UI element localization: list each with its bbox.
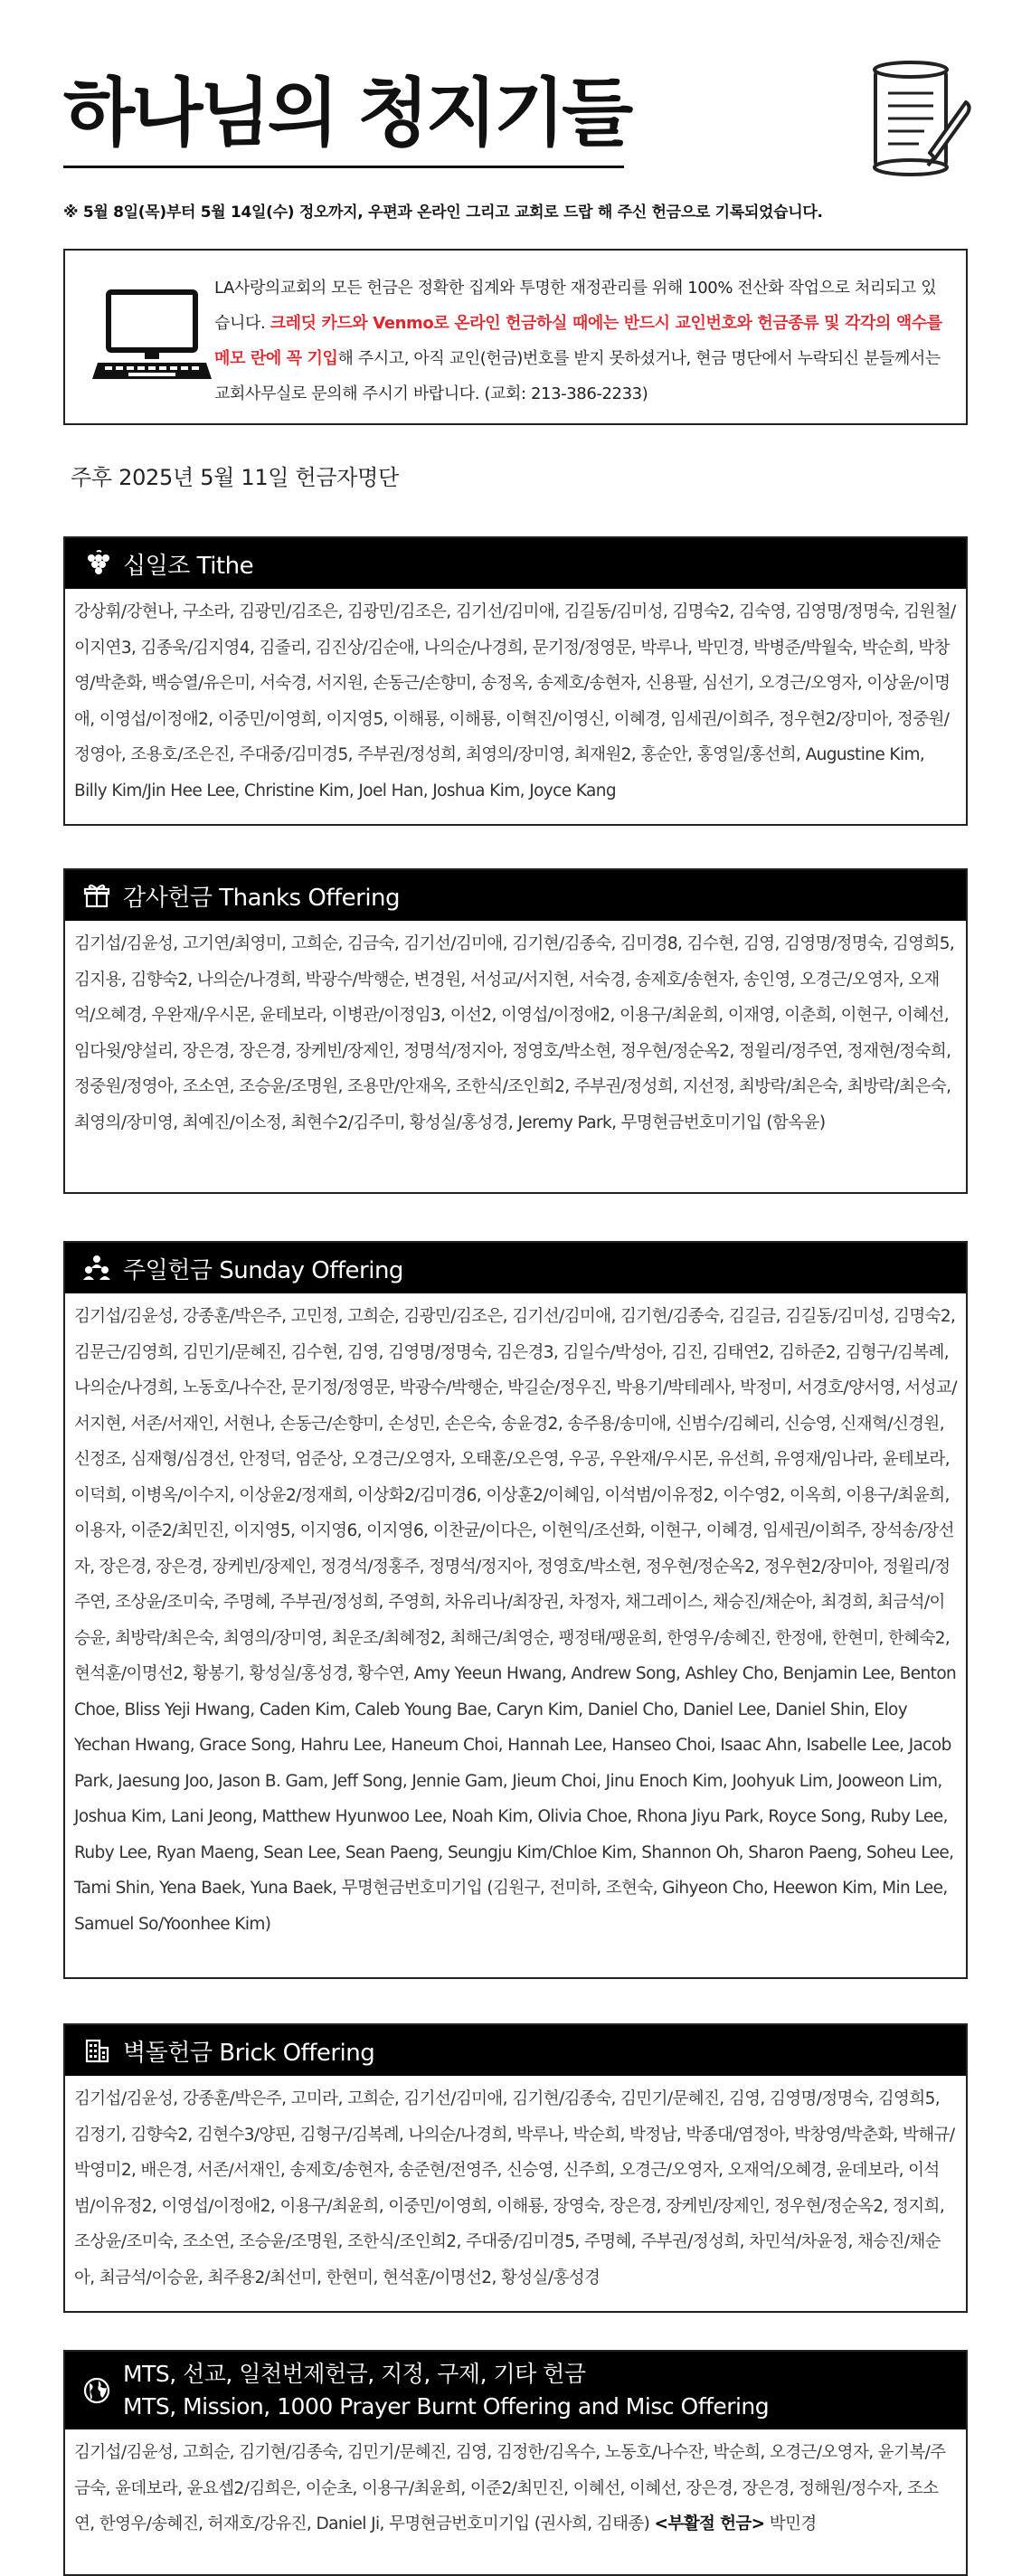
sunday-title: 주일헌금 Sunday Offering — [123, 1256, 403, 1284]
brick-names: 김기섭/김윤성, 강종훈/박은주, 고미라, 고희순, 김기선/김미애, 김기현/김종숙, 김민기/문혜진, 김영, 김영명/정명숙, 김영희5, 김정기, 김향숙2, 김현수3/양핀, 김형구/김복례, 나의순/나경희, 박루나, 박순희, 박정남, 박종대/염정아, 박창영/박춘화, 박해규/박영미2, 배은경, 서존/서재인, 송제호/송현자, 송준현/전영주, 신승영, 신주희, 오경근/오영자, 오재억/오혜경, 윤데보라, 이석범/이유정2, 이영섭/이정애2, 이용구/최윤희, 이중민/이영희, 이해룡, 장영숙, 장은경, 장케빈/장제인, 정우현/정순옥2, 정지희, 조상윤/조미숙, 조소연, 조승윤/조명원, 조한식/조인희2, 주대중/김미경5, 주명혜, 주부권/정성희, 차민석/차윤정, 채승진/채순아, 최금석/이승윤, 최주용2/최선미, 한현미, 현석훈/이명선2, 황성실/홍성경 — [74, 2089, 955, 2287]
thanks-title: 감사헌금 Thanks Offering — [123, 884, 401, 912]
info-highlight: 크레딧 카드와 Venmo로 온라인 헌금하실 때에는 반드시 교인번호와 헌금종류 및 각각의 액수를 메모 란에 꼭 기입 — [214, 314, 942, 368]
page-title: 하나님의 청지기들 — [63, 71, 630, 156]
people-icon — [81, 1253, 112, 1283]
easter-offering-label: <부활절 헌금> — [654, 2514, 765, 2533]
grapes-icon — [81, 548, 112, 579]
notice-text: ※ 5월 8일(목)부터 5월 14일(수) 정오까지, 우편과 온라인 그리고 교회로 드랍 해 주신 헌금으로 기록되었습니다. — [63, 204, 823, 222]
thanks-section — [63, 868, 968, 1194]
mts-names-list: 김기섭/김윤성, 고희순, 김기현/김종숙, 김민기/문혜진, 김영, 김정한/김옥수, 노동호/나수잔, 박순희, 오경근/오영자, 윤기복/주금숙, 윤데보라, 윤요셉2/김희은, 이순초, 이용구/최윤희, 이준2/최민진, 이혜선, 이혜선, 장은경, 장은경, 정해원/정수자, 조소연, 한영우/송혜진, 허재호/강유진, Daniel Ji, 무명현금번호미기입 (권사희, 김태종) — [74, 2443, 946, 2533]
tithe-names: 강상휘/강현나, 구소라, 김광민/김조은, 김광민/김조은, 김기선/김미애, 김길동/김미성, 김명숙2, 김숙영, 김영명/정명숙, 김원철/이지연3, 김종욱/김지영4, 김줄리, 김진상/김순애, 나의순/나경희, 문기정/정영문, 박루나, 박민경, 박병준/박월숙, 박순희, 박창영/박춘화, 백승열/유은미, 서숙경, 서지원, 손동근/손향미, 송정옥, 송제호/송현자, 신용팔, 심선기, 오경근/오영자, 이상윤/이명애, 이영섭/이정애2, 이중민/이영희, 이지영5, 이해룡, 이해룡, 이혁진/이영신, 이혜경, 임세권/이희주, 정우현2/장미아, 정중원/정영아, 조용호/조은진, 주대중/김미경5, 주부권/정성희, 최영의/장미영, 최재원2, 홍순안, 홍영일/홍선희, Augustine Kim, Billy Kim/Jin Hee Lee, Christine Kim, Joel Han, Joshua Kim, Joyce Kang — [74, 602, 956, 800]
computer-icon — [92, 287, 214, 386]
gift-icon — [81, 880, 112, 911]
mts-section — [63, 2350, 968, 2576]
tithe-title: 십일조 Tithe — [123, 552, 254, 580]
thanks-names: 김기섭/김윤성, 고기연/최영미, 고희순, 김금숙, 김기선/김미애, 김기현/김종숙, 김미경8, 김수현, 김영, 김영명/정명숙, 김영희5, 김지용, 김향숙2, 나의순/나경희, 박광수/박행순, 변경원, 서성교/서지현, 서숙경, 송제호/송현자, 송인영, 오경근/오영자, 오재억/오혜경, 우완재/우시몬, 윤테보라, 이병관/이정임3, 이선2, 이영섭/이정애2, 이용구/최윤희, 이재영, 이춘희, 이현구, 이혜선, 임다윗/양설리, 장은경, 장은경, 장케빈/장제인, 정명석/정지아, 정영호/박소현, 정우현/정순옥2, 정윌리/정주연, 정재현/정숙희, 정중원/정영아, 조소연, 조승윤/조명원, 조용만/안재옥, 조한식/조인희2, 주부권/정성희, 지선정, 최방락/최은숙, 최방락/최은숙, 최영의/장미영, 최예진/이소정, 최현수2/김주미, 황성실/홍성경, Jeremy Park, 무명현금번호미기입 (함옥윤) — [74, 934, 955, 1132]
mts-title-korean: MTS, 선교, 일천번제헌금, 지정, 구제, 기타 헌금 — [123, 2361, 586, 2387]
brick-title: 벽돌헌금 Brick Offering — [123, 2039, 375, 2067]
info-text — [214, 270, 947, 412]
building-icon — [81, 2035, 112, 2066]
mts-header — [65, 2352, 966, 2429]
brick-header — [65, 2025, 966, 2076]
info-text-part-1: LA사랑의교회의 모든 헌금은 정확한 집계와 투명한 재정관리를 위해 100% 전산화 작업으로 처리되고 있습니다. — [214, 279, 937, 333]
thanks-header — [65, 870, 966, 921]
easter-offering-names: 박민경 — [764, 2514, 817, 2533]
header — [63, 68, 968, 167]
mts-names — [65, 2429, 966, 2552]
globe-icon — [81, 2375, 112, 2406]
week-title: 주후 2025년 5월 11일 헌금자명단 — [71, 465, 399, 490]
info-box — [63, 249, 968, 425]
mts-title — [123, 2358, 769, 2423]
tithe-section — [63, 536, 968, 826]
mts-title-english: MTS, Mission, 1000 Prayer Burnt Offering and Misc Offering — [123, 2393, 770, 2420]
info-text-part-2: 해 주시고, 아직 교인(헌금)번호를 받지 못하셨거나, 현금 명단에서 누락되신 분들께서는 교회사무실로 문의해 주시기 바랍니다. (교회: 213-386-2233) — [214, 349, 941, 403]
sunday-names: 김기섭/김윤성, 강종훈/박은주, 고민정, 고희순, 김광민/김조은, 김기선/김미애, 김기현/김종숙, 김길금, 김길동/김미성, 김명숙2, 김문근/김영희, 김민기/문혜진, 김수현, 김영, 김영명/정명숙, 김은경3, 김일수/박성아, 김진, 김태연2, 김하준2, 김형구/김복례, 나의순/나경희, 노동호/나수잔, 문기정/정영문, 박광수/박행순, 박길순/정우진, 박용기/박테레사, 박정미, 서경호/양서영, 서성교/서지현, 서존/서재인, 서현나, 손동근/손향미, 손성민, 손은숙, 송윤경2, 송주용/송미애, 신범수/김혜리, 신승영, 신재혁/신경원, 신정조, 심재형/심경선, 안정덕, 엄준상, 오경근/오영자, 오태훈/오은영, 우공, 우완재/우시몬, 유선희, 유영재/임나라, 윤테보라, 이덕희, 이병옥/이수지, 이상윤2/정재희, 이상화2/김미경6, 이상훈2/이혜임, 이석범/이유정2, 이수영2, 이옥희, 이용구/최윤희, 이용자, 이준2/최민진, 이지영5, 이지영6, 이지영6, 이찬균/이다은, 이현익/조선화, 이현구, 이혜경, 임세권/이희주, 장석송/장선자, 장은경, 장은경, 장케빈/장제인, 정경석/정홍주, 정명석/정지아, 정영호/박소현, 정우현/정순옥2, 정우현2/장미아, 정윌리/정주연, 조상윤/조미숙, 주명혜, 주부권/정성희, 주영희, 차유리나/최장권, 차정자, 채그레이스, 채승진/채순아, 최경희, 최금석/이승윤, 최방락/최은숙, 최영의/장미영, 최운조/최혜정2, 최해근/최영순, 팽정태/팽윤희, 한영우/송혜진, 한정애, 한현미, 한혜숙2, 현석훈/이명선2, 황봉기, 황성실/홍성경, 황수연, Amy Yeeun Hwang, Andrew Song, Ashley Cho, Benjamin Lee, Benton Choe, Bliss Yeji Hwang, Caden Kim, Caleb Young Bae, Caryn Kim, Daniel Cho, Daniel Lee, Daniel Shin, Eloy Yechan Hwang, Grace Song, Hahru Lee, Haneum Choi, Hannah Lee, Hanseo Choi, Isaac Ahn, Isabelle Lee, Jacob Park, Jaesung Joo, Jason B. Gam, Jeff Song, Jennie Gam, Jieum Choi, Jinu Enoch Kim, Joohyuk Lim, Jooweon Lim, Joshua Kim, Lani Jeong, Matthew Hyunwoo Lee, Noah Kim, Olivia Choe, Rhona Jiyu Park, Royce Song, Ruby Lee, Ruby Lee, Ryan Maeng, Sean Lee, Sean Paeng, Seungju Kim/Chloe Kim, Shannon Oh, Sharon Paeng, Soheu Lee, Tami Shin, Yena Baek, Yuna Baek, 무명현금번호미기입 (김원구, 전미하, 조현숙, Gihyeon Cho, Heewon Kim, Min Lee, Samuel So/Yoonhee Kim) — [74, 1307, 957, 1934]
sunday-header — [65, 1243, 966, 1293]
scroll-quill-icon — [859, 59, 977, 185]
tithe-header — [65, 538, 966, 589]
sunday-section — [63, 1241, 968, 1979]
brick-section — [63, 2023, 968, 2313]
title-underline — [63, 166, 624, 168]
